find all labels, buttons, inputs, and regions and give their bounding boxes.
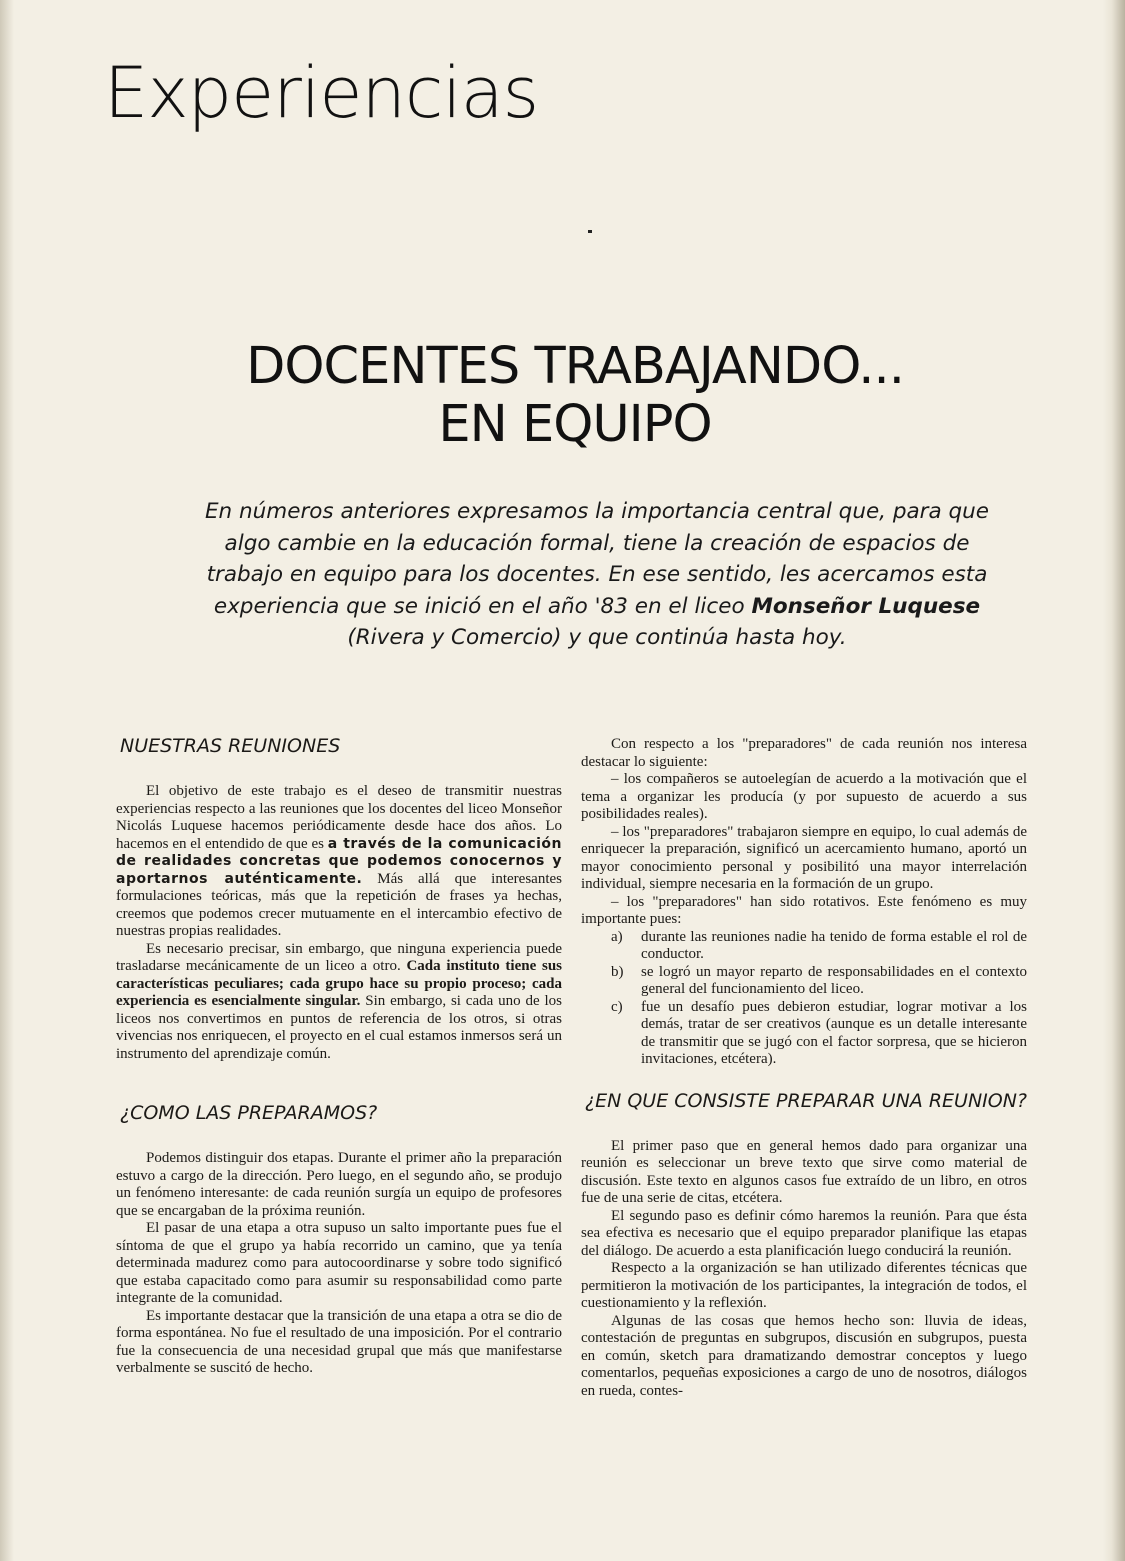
page-edge-right — [1103, 0, 1125, 1561]
paragraph-text: Más allá que interesantes formulaciones teóricas, más que la repetición de frases ya hechas, creemos que podemos crecer mutuamente en el intercambio efectivo de nuestras propias realidades. — [116, 870, 562, 939]
list-marker: b) — [611, 963, 624, 980]
subheading-nuestras-reuniones: NUESTRAS REUNIONES — [120, 735, 341, 757]
paragraph-text: Sin embargo, si cada uno de los liceos nos convertimos en puntos de referencia de los otros, si otras vivencias nos enriquecen, el proyecto en el cual estamos inmersos será un instrumento del aprendizaje común. — [116, 993, 563, 1062]
lead-paragraph — [192, 496, 1002, 654]
article-headline — [150, 338, 1000, 454]
emphasis-text: Cada instituto tiene sus características peculiares; cada grupo hace su propio proceso; cada experiencia es esencialmente singular. — [116, 958, 562, 1009]
dash-item: – los "preparadores" han sido rotativos. Este fenómeno es muy importante pues: — [581, 893, 1027, 927]
paragraph: El pasar de una etapa a otra supuso un salto importante pues fue el síntoma de que el grupo ya había recorrido un camino, que ya tenía determinada madurez como para autocoordinarse y sobre todo significó que estaba capacitado como para asumir su responsabilidad como parte integrante de la comunidad. — [116, 1220, 562, 1306]
spacer — [581, 1069, 1027, 1091]
lead-school-name: Monseñor Luquese — [751, 593, 981, 619]
list-item-text: se logró un mayor reparto de responsabilidades en el contexto general del funcionamiento del liceo. — [641, 963, 1027, 997]
paragraph: El segundo paso es definir cómo haremos la reunión. Para que ésta sea efectiva es necesario que el equipo preparador planifique las etapas del diálogo. De acuerdo a esta planificación luego conducirá la reunión. — [581, 1207, 1027, 1259]
paragraph: Algunas de las cosas que hemos hecho son: lluvia de ideas, contestación de preguntas en subgrupos, discusión en subgrupos, puesta en común, sketch para dramatizando demostrar conceptos y luego comentarlos, pequeñas exposiciones a cargo de uno de nosotros, diálogos en rueda, contes- — [581, 1312, 1027, 1399]
subheading-como-las-preparamos: ¿COMO LAS PREPARAMOS? — [120, 1102, 378, 1124]
dash-item: – los compañeros se autoelegían de acuerdo a la motivación que el tema a organizar les producía (y por supuesto de acuerdo a sus posibilidades reales). — [581, 771, 1027, 822]
paragraph: Podemos distinguir dos etapas. Durante el primer año la preparación estuvo a cargo de la dirección. Pero luego, en el segundo año, se produjo un fenómeno interesante: de cada reunión surgía un equipo de profesores que se encargaban de la próxima reunión. — [116, 1150, 562, 1219]
list-marker: a) — [611, 928, 623, 945]
paragraph — [116, 783, 562, 941]
paragraph: Respecto a la organización se han utilizado diferentes técnicas que permitieron la motivación de los participantes, la integración de todos, el cuestionamiento y la reflexión. — [581, 1260, 1027, 1311]
section-title: Experiencias — [104, 52, 539, 134]
emphasis-text: a través de la comunicación de realidades concretas que podemos conocernos y aportarnos auténticamente. — [116, 835, 562, 887]
left-column — [116, 736, 562, 1378]
spacer — [116, 1063, 562, 1103]
subheading-en-que-consiste: ¿EN QUE CONSISTE PREPARAR UNA REUNION? — [585, 1089, 1028, 1112]
lead-text: En números anteriores expresamos la importancia central que, para que algo cambie en la educación formal, tiene la creación de espacios de trabajo en equipo para los docentes. En ese sentido, les acercamos esta experiencia que se inició en el año '83 en el liceo — [204, 499, 990, 619]
list-item-text: durante las reuniones nadie ha tenido de forma estable el rol de conductor. — [641, 928, 1027, 962]
lettered-list — [581, 929, 1027, 1069]
list-item-text: fue un desafío pues debieron estudiar, lograr motivar a los demás, tratar de ser creativos (aunque es un detalle interesante de transmitir que se jugó con el factor sorpresa, que se hicieron invitaciones, etcétera). — [641, 998, 1027, 1067]
paragraph: El primer paso que en general hemos dado para organizar una reunión es seleccionar un breve texto que sirve como material de discusión. Este texto en algunos casos fue extraído de un libro, en otros fue de una serie de citas, etcétera. — [581, 1137, 1027, 1206]
paragraph-text: El objetivo de este trabajo es el deseo de transmitir nuestras experiencias respecto a las reuniones que los docentes del liceo Monseñor Nicolás Luquese hacemos periódicamente desde hace dos años. Lo hacemos en el entendido de que es — [116, 783, 562, 852]
paragraph: Es importante destacar que la transición de una etapa a otra se dio de forma espontánea. No fue el resultado de una imposición. Por el contrario fue la consecuencia de una necesidad grupal que más que manifestarse verbalmente se suscitó de hecho. — [116, 1307, 562, 1376]
headline-line-1: DOCENTES TRABAJANDO... — [246, 337, 904, 396]
dash-item: – los "preparadores" trabajaron siempre en equipo, lo cual además de enriquecer la preparación, significó un acercamiento humano, aportó un mayor conocimiento personal y posibilitó una mayor interrelación individual, siempre necesaria en la formación de un grupo. — [581, 823, 1027, 892]
list-marker: c) — [611, 998, 623, 1015]
right-column — [581, 736, 1027, 1400]
list-item — [611, 929, 1027, 964]
paragraph — [116, 941, 562, 1064]
headline-line-2: EN EQUIPO — [438, 395, 712, 454]
paragraph-text: Es necesario precisar, sin embargo, que ninguna experiencia puede trasladarse mecánicamente de un liceo a otro. — [116, 940, 562, 974]
list-item — [611, 999, 1027, 1069]
print-mark — [588, 230, 592, 233]
paragraph: Con respecto a los "preparadores" de cada reunión nos interesa destacar lo siguiente: — [581, 736, 1027, 770]
page-edge-left — [0, 0, 14, 1561]
lead-text-end: (Rivera y Comercio) y que continúa hasta hoy. — [347, 625, 847, 650]
list-item — [611, 964, 1027, 999]
